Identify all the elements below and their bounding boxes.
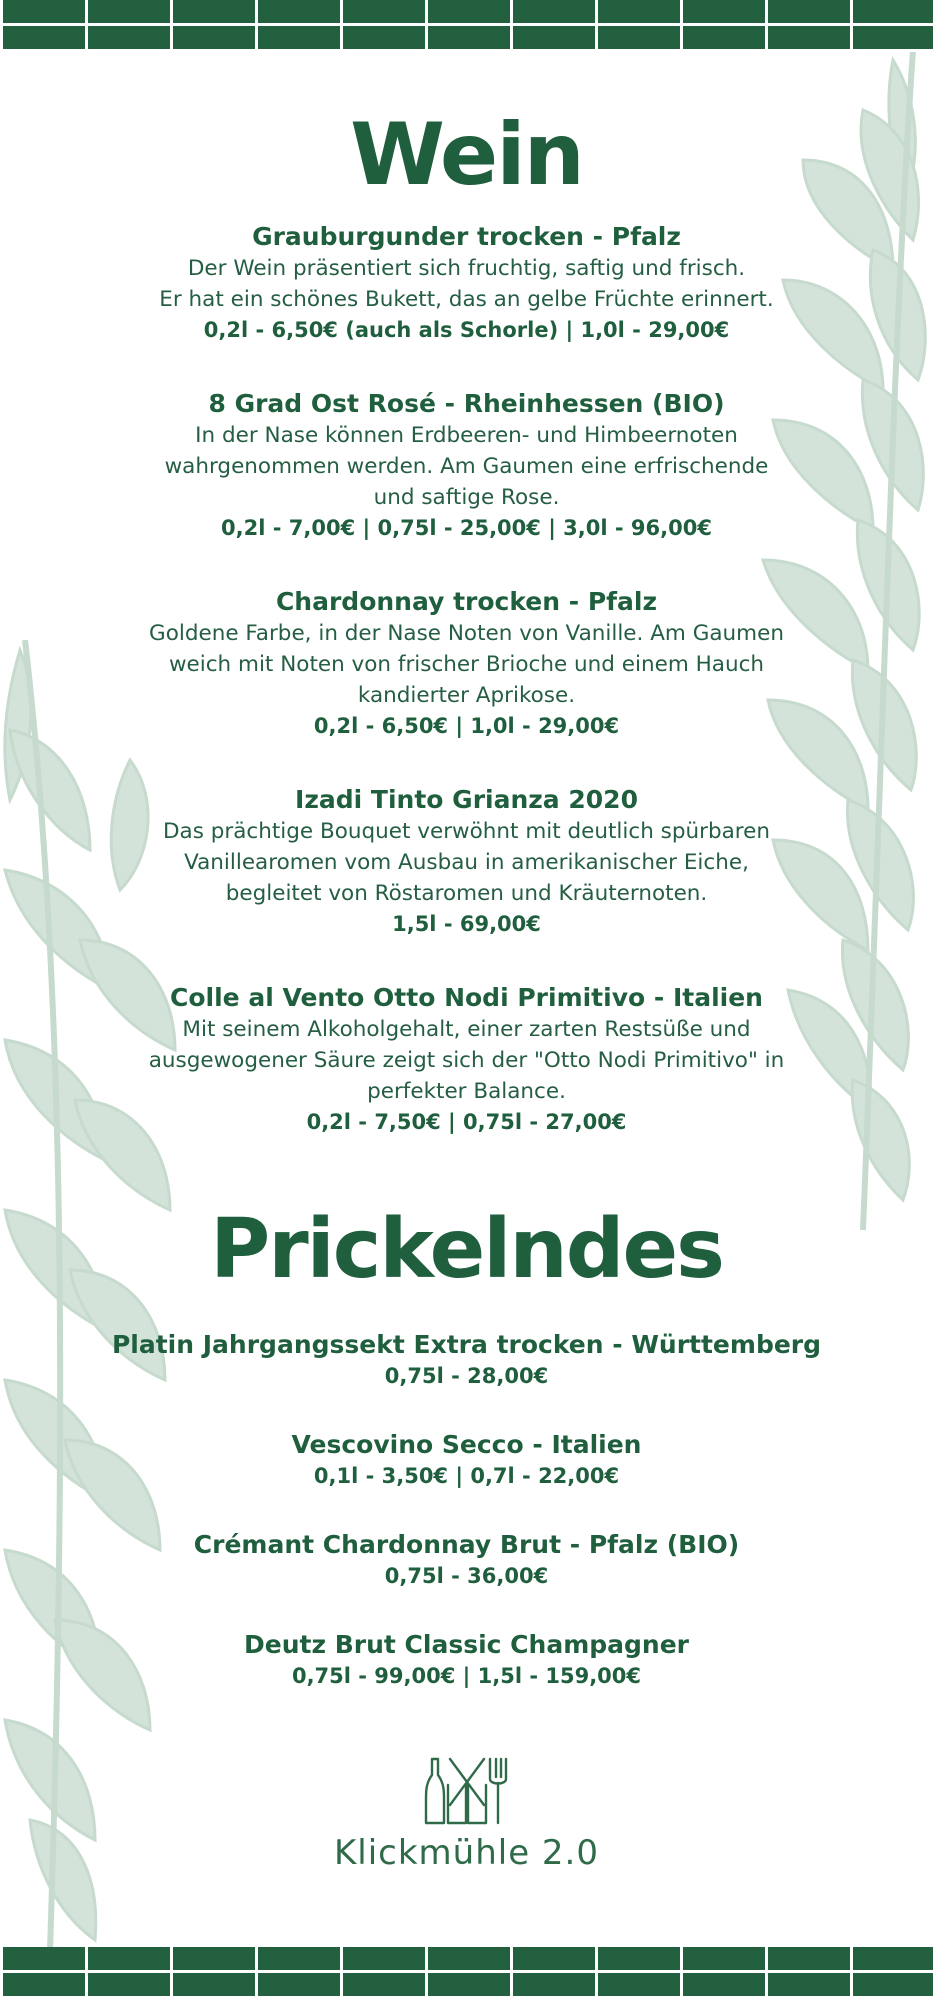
item-price: 0,75l - 99,00€ | 1,5l - 159,00€ bbox=[291, 1664, 642, 1688]
item-price: 0,2l - 6,50€ | 1,0l - 29,00€ bbox=[313, 714, 620, 738]
sparkling-item-platin bbox=[100, 1328, 833, 1392]
wine-item-rose bbox=[100, 387, 833, 544]
description-line: Vanillearomen vom Ausbau in amerikanischer Eiche, bbox=[184, 850, 749, 875]
logo-text: Klickmühle 2.0 bbox=[333, 1833, 600, 1873]
description-line: weich mit Noten von frischer Brioche und einem Hauch bbox=[168, 652, 765, 677]
description-line: kandierter Aprikose. bbox=[357, 683, 576, 708]
wine-item-chardonnay bbox=[100, 585, 833, 742]
item-price: 0,2l - 7,00€ | 0,75l - 25,00€ | 3,0l - 96,00€ bbox=[221, 516, 712, 540]
description-line: Mit seinem Alkoholgehalt, einer zarten Restsüße und bbox=[182, 1017, 751, 1042]
item-price: 1,5l - 69,00€ bbox=[392, 912, 541, 936]
description-line: ausgewogener Säure zeigt sich der "Otto Nodi Primitivo" in bbox=[148, 1048, 785, 1073]
item-name: Platin Jahrgangssekt Extra trocken - Württemberg bbox=[111, 1330, 822, 1359]
item-name: Grauburgunder trocken - Pfalz bbox=[252, 222, 681, 251]
item-description bbox=[100, 1014, 833, 1107]
description-line: Das prächtige Bouquet verwöhnt mit deutlich spürbaren bbox=[162, 819, 771, 844]
item-description bbox=[100, 253, 833, 315]
item-description bbox=[100, 618, 833, 711]
item-price: 0,2l - 6,50€ (auch als Schorle) | 1,0l - 29,00€ bbox=[203, 318, 730, 342]
top-grid-band bbox=[0, 0, 933, 52]
item-price: 0,1l - 3,50€ | 0,7l - 22,00€ bbox=[313, 1464, 620, 1488]
sparkling-item-vescovino bbox=[100, 1428, 833, 1492]
item-price: 0,2l - 7,50€ | 0,75l - 27,00€ bbox=[306, 1110, 627, 1134]
item-description bbox=[100, 816, 833, 909]
restaurant-logo bbox=[0, 1755, 933, 1873]
description-line: Der Wein präsentiert sich fruchtig, saftig und frisch. bbox=[187, 256, 746, 281]
item-name: Vescovino Secco - Italien bbox=[291, 1430, 642, 1459]
bottom-grid-band bbox=[0, 1947, 933, 1999]
sparkling-item-deutz bbox=[100, 1628, 833, 1692]
item-price: 0,75l - 36,00€ bbox=[384, 1564, 549, 1588]
description-line: In der Nase können Erdbeeren- und Himbeernoten bbox=[195, 423, 738, 448]
item-description bbox=[100, 420, 833, 513]
section-title-prickelndes: Prickelndes bbox=[210, 1202, 723, 1297]
wine-item-izadi bbox=[100, 783, 833, 940]
sparkling-item-cremant bbox=[100, 1528, 833, 1592]
description-line: Goldene Farbe, in der Nase Noten von Vanille. Am Gaumen bbox=[149, 621, 784, 646]
item-name: 8 Grad Ost Rosé - Rheinhessen (BIO) bbox=[208, 389, 725, 418]
item-price: 0,75l - 28,00€ bbox=[384, 1364, 549, 1388]
description-line: begleitet von Röstaromen und Kräuternoten. bbox=[225, 881, 708, 906]
section-title-wein: Wein bbox=[350, 105, 583, 205]
description-line: und saftige Rose. bbox=[373, 485, 560, 510]
description-line: wahrgenommen werden. Am Gaumen eine erfrischende bbox=[164, 454, 769, 479]
description-line: perfekter Balance. bbox=[367, 1079, 566, 1104]
item-name: Crémant Chardonnay Brut - Pfalz (BIO) bbox=[193, 1530, 740, 1559]
wine-item-grauburgunder bbox=[100, 220, 833, 346]
item-name: Deutz Brut Classic Champagner bbox=[244, 1630, 689, 1659]
item-name: Izadi Tinto Grianza 2020 bbox=[295, 785, 638, 814]
description-line: Er hat ein schönes Bukett, das an gelbe Früchte erinnert. bbox=[159, 287, 774, 312]
cutlery-bottle-logo-icon bbox=[422, 1755, 512, 1827]
item-name: Colle al Vento Otto Nodi Primitivo - Italien bbox=[170, 983, 763, 1012]
wine-item-primitivo bbox=[100, 981, 833, 1138]
item-name: Chardonnay trocken - Pfalz bbox=[275, 587, 658, 616]
